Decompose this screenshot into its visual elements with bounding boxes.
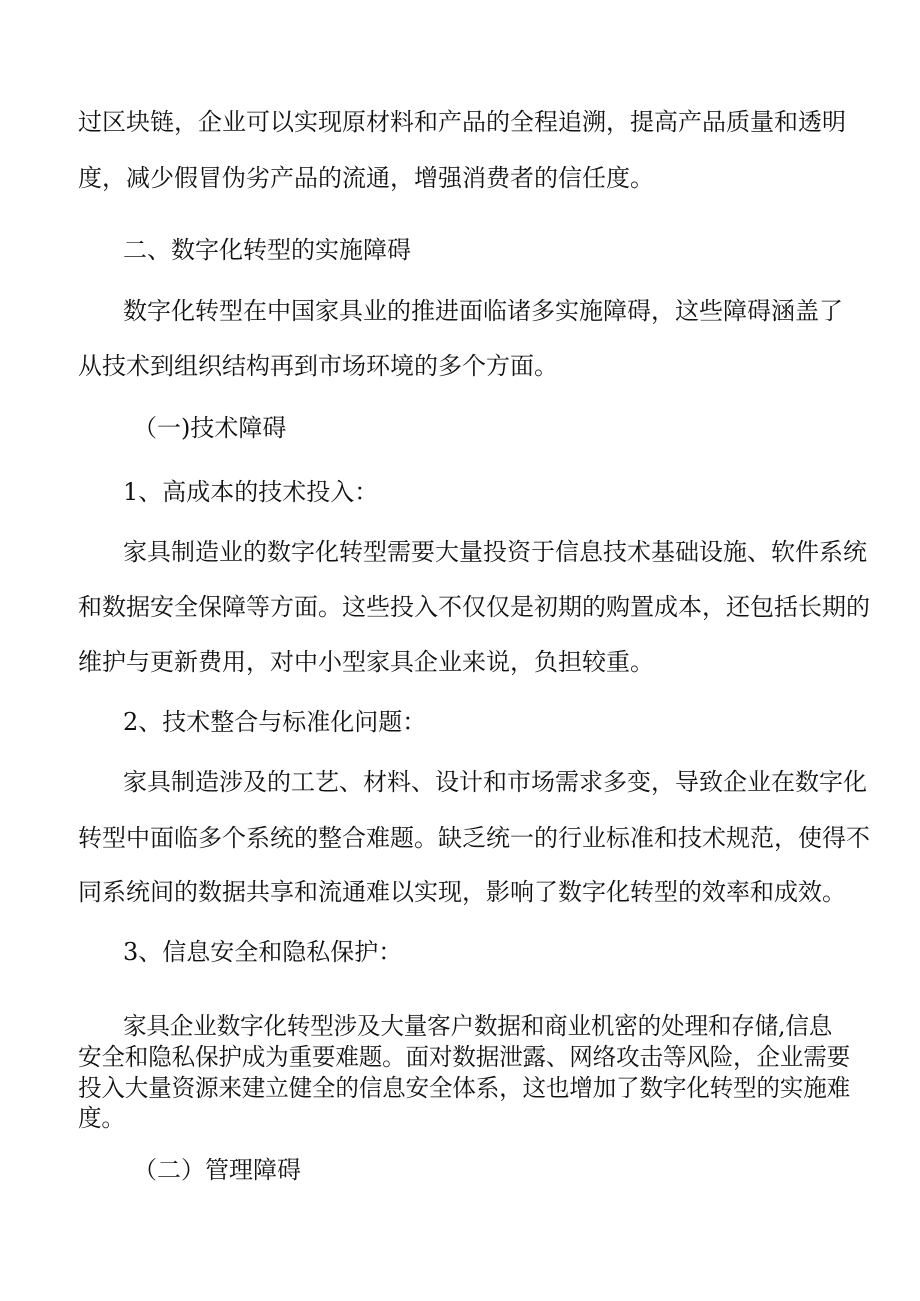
item-3-line-1: 家具企业数字化转型涉及大量客户数据和商业机密的处理和存储,信息 xyxy=(123,1012,833,1040)
item-1-line-2: 和数据安全保障等方面。这些投入不仅仅是初期的购置成本，还包括长期的 xyxy=(78,593,870,621)
item-2-heading: 2、技术整合与标准化问题： xyxy=(123,708,427,736)
intro-line-1: 过区块链，企业可以实现原材料和产品的全程追溯，提高产品质量和透明 xyxy=(78,108,846,136)
item-3-line-3: 投入大量资源来建立健全的信息安全体系，这也增加了数字化转型的实施难 xyxy=(78,1074,850,1102)
section-intro-line-1: 数字化转型在中国家具业的推进面临诸多实施障碍，这些障碍涵盖了 xyxy=(123,297,843,325)
item-1-line-3: 维护与更新费用，对中小型家具企业来说，负担较重。 xyxy=(78,648,654,676)
item-3-line-2: 安全和隐私保护成为重要难题。面对数据泄露、网络攻击等风险，企业需要 xyxy=(78,1043,850,1071)
intro-line-2: 度，减少假冒伪劣产品的流通，增强消费者的信任度。 xyxy=(78,164,654,192)
item-2-line-3: 同系统间的数据共享和流通难以实现，影响了数字化转型的效率和成效。 xyxy=(78,878,846,906)
item-3-line-4: 度。 xyxy=(78,1104,125,1132)
item-3-heading: 3、信息安全和隐私保护： xyxy=(123,938,403,966)
subsection-2-heading: （二）管理障碍 xyxy=(133,1156,301,1184)
item-2-line-2: 转型中面临多个系统的整合难题。缺乏统一的行业标准和技术规范，使得不 xyxy=(78,824,870,852)
item-2-line-1: 家具制造涉及的工艺、材料、设计和市场需求多变，导致企业在数字化 xyxy=(123,768,867,796)
item-1-line-1: 家具制造业的数字化转型需要大量投资于信息技术基础设施、软件系统 xyxy=(123,538,867,566)
subsection-1-heading: （一)技术障碍 xyxy=(133,414,287,442)
item-1-heading: 1、高成本的技术投入： xyxy=(123,478,379,506)
section-heading: 二、数字化转型的实施障碍 xyxy=(123,236,411,264)
section-intro-line-2: 从技术到组织结构再到市场环境的多个方面。 xyxy=(78,352,558,380)
